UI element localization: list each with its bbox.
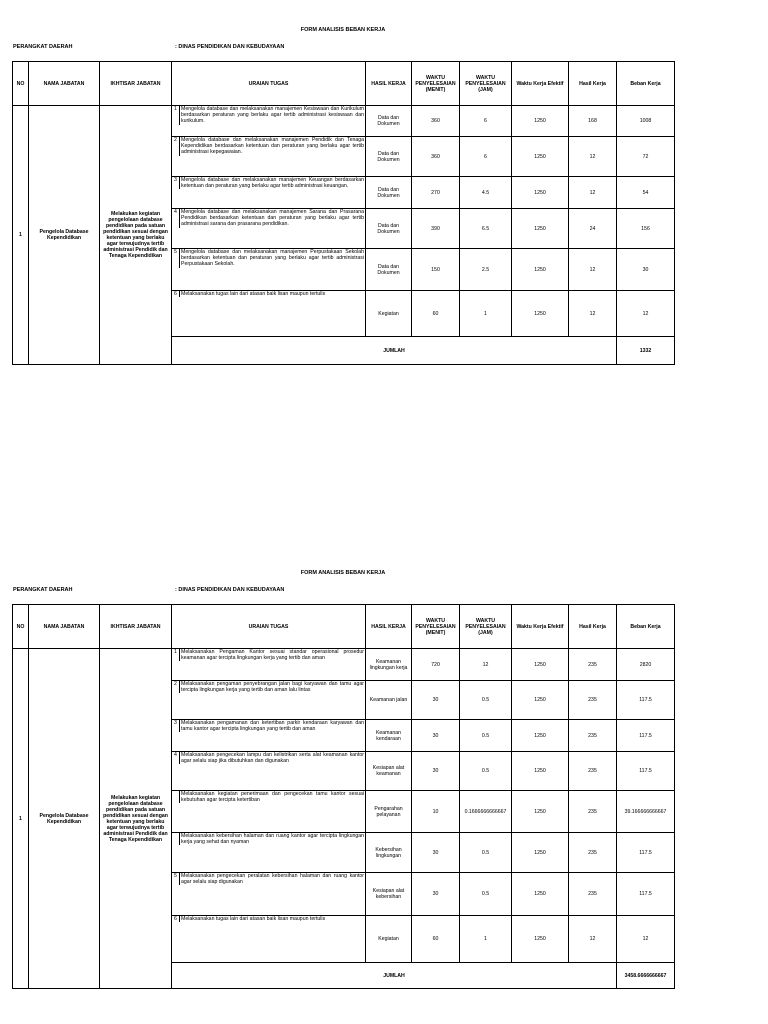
menit: 270 — [412, 177, 460, 209]
col-jam: WAKTU PENYELESAIAN (JAM) — [460, 605, 512, 649]
hasil-kerja-value: 235 — [569, 681, 617, 720]
analysis-table — [12, 604, 675, 989]
perangkat-daerah-value: : DINAS PENDIDIKAN DAN KEBUDAYAAN — [175, 587, 285, 593]
uraian-tugas — [172, 177, 366, 209]
hasil-kerja-value: 12 — [569, 137, 617, 177]
task-text: Melaksanakan pengecekan peralatan kebersihan halaman dan ruang kantor agar selalu siap digunakan — [181, 873, 364, 886]
task-text: Melaksanakan pengaman penyebrangan jalan bagi karyawan dan tamu agar tercipta lingkungan kerja yang tertib dan aman lalu lintas — [181, 681, 364, 694]
hasil-kerja: Kebersihan lingkungan — [366, 833, 412, 873]
beban-kerja: 117.5 — [617, 681, 675, 720]
menit: 60 — [412, 291, 460, 337]
col-jam: WAKTU PENYELESAIAN (JAM) — [460, 62, 512, 106]
hasil-kerja: Kegiatan — [366, 291, 412, 337]
efektif: 1250 — [512, 791, 569, 833]
jam: 1 — [460, 291, 512, 337]
task-text: Melaksanakan pengecekan lampu dan kelistrikan serta alat keamanan kantor agar selalu siap jika dibutuhkan dan digunakan — [181, 752, 364, 765]
beban-kerja: 54 — [617, 177, 675, 209]
jam: 6 — [460, 137, 512, 177]
task-text: Mengelola database dan melaksanakan manajemen Sarana dan Prasarana Pendidikan berdasarkan ketentuan dan peraturan yang berlaku agar tertib administrasi sarana dan prasarana pendidikan. — [181, 209, 364, 228]
task-number — [172, 791, 180, 803]
col-uraian: URAIAN TUGAS — [172, 62, 366, 106]
efektif: 1250 — [512, 177, 569, 209]
menit: 30 — [412, 873, 460, 916]
hasil-kerja: Kegiatan — [366, 916, 412, 963]
col-no: NO — [13, 605, 29, 649]
efektif: 1250 — [512, 833, 569, 873]
task-number: 5 — [172, 249, 180, 268]
jam: 0.5 — [460, 681, 512, 720]
efektif: 1250 — [512, 916, 569, 963]
row-no: 1 — [13, 106, 29, 365]
beban-kerja: 117.5 — [617, 833, 675, 873]
beban-kerja: 117.5 — [617, 752, 675, 791]
task-number: 1 — [172, 649, 180, 661]
col-beban: Beban Kerja — [617, 62, 675, 106]
uraian-tugas — [172, 752, 366, 791]
col-nama-jabatan: NAMA JABATAN — [29, 62, 100, 106]
uraian-tugas — [172, 137, 366, 177]
beban-kerja: 117.5 — [617, 873, 675, 916]
task-text: Melaksanakan Pengaman Kantor sesuai standar operasional prosedur keamanan agar tercipta lingkungan kerja yang tertib dan aman — [181, 649, 364, 662]
perangkat-daerah-value: : DINAS PENDIDIKAN DAN KEBUDAYAAN — [175, 44, 285, 50]
task-number — [172, 833, 180, 845]
uraian-tugas — [172, 791, 366, 833]
task-text: Melaksanakan tugas lain dari atasan baik lisan maupun tertulis — [181, 916, 326, 922]
ikhtisar-jabatan: Melakukan kegiatan pengelolaan database pendidikan pada satuan pendidikan sesuai dengan ketentuan yang berlaku agar terwujudnya tertib administrasi Pendidik dan Tenaga Kependidikan — [100, 106, 172, 365]
hasil-kerja: Keamanan kendaraan — [366, 720, 412, 752]
task-number: 3 — [172, 177, 180, 189]
hasil-kerja-value: 235 — [569, 873, 617, 916]
col-efektif: Waktu Kerja Efektif — [512, 62, 569, 106]
col-hasil-kerja-2: Hasil Kerja — [569, 62, 617, 106]
menit: 30 — [412, 720, 460, 752]
jam: 0.5 — [460, 720, 512, 752]
efektif: 1250 — [512, 106, 569, 137]
hasil-kerja-value: 12 — [569, 916, 617, 963]
uraian-tugas — [172, 833, 366, 873]
beban-kerja: 12 — [617, 291, 675, 337]
hasil-kerja-value: 235 — [569, 752, 617, 791]
hasil-kerja: Data dan Dokumen — [366, 209, 412, 249]
task-number: 1 — [172, 106, 180, 125]
table-row — [13, 106, 675, 137]
hasil-kerja: Kesiapan alat keamanan — [366, 752, 412, 791]
menit: 60 — [412, 916, 460, 963]
jam: 0.5 — [460, 833, 512, 873]
task-number: 2 — [172, 681, 180, 693]
efektif: 1250 — [512, 649, 569, 681]
task-number: 2 — [172, 137, 180, 156]
efektif: 1250 — [512, 720, 569, 752]
uraian-tugas — [172, 291, 366, 337]
col-hasil-kerja: HASIL KERJA — [366, 605, 412, 649]
jumlah-value: 3458.6666666667 — [617, 963, 675, 989]
menit: 10 — [412, 791, 460, 833]
col-ikhtisar: IKHTISAR JABATAN — [100, 62, 172, 106]
uraian-tugas — [172, 209, 366, 249]
hasil-kerja-value: 235 — [569, 833, 617, 873]
nama-jabatan: Pengelola Database Kependidikan — [29, 106, 100, 365]
col-no: NO — [13, 62, 29, 106]
beban-kerja: 156 — [617, 209, 675, 249]
col-hasil-kerja: HASIL KERJA — [366, 62, 412, 106]
menit: 390 — [412, 209, 460, 249]
uraian-tugas — [172, 681, 366, 720]
task-text: Melaksanakan pengamanan dan ketertiban parkir kendaraan karyawan dan tamu kantor agar tercipta lingkungan yang tertib dan aman — [181, 720, 364, 733]
efektif: 1250 — [512, 291, 569, 337]
hasil-kerja-value: 235 — [569, 791, 617, 833]
menit: 720 — [412, 649, 460, 681]
task-text: Melaksanakan kebersihan halaman dan ruang kantor agar tercipta lingkungan kerja yang sehat dan nyaman — [181, 833, 364, 846]
beban-kerja: 12 — [617, 916, 675, 963]
menit: 30 — [412, 833, 460, 873]
jumlah-label: JUMLAH — [172, 963, 617, 989]
jam: 12 — [460, 649, 512, 681]
task-number: 6 — [172, 916, 180, 922]
uraian-tugas — [172, 916, 366, 963]
task-number: 3 — [172, 720, 180, 732]
menit: 150 — [412, 249, 460, 291]
nama-jabatan: Pengelola Database Kependidikan — [29, 649, 100, 989]
hasil-kerja: Data dan Dokumen — [366, 177, 412, 209]
task-number: 4 — [172, 752, 180, 764]
col-beban: Beban Kerja — [617, 605, 675, 649]
hasil-kerja-value: 12 — [569, 177, 617, 209]
beban-kerja: 1008 — [617, 106, 675, 137]
efektif: 1250 — [512, 752, 569, 791]
hasil-kerja: Keamanan lingkungan kerja — [366, 649, 412, 681]
hasil-kerja: Keamanan jalan — [366, 681, 412, 720]
ikhtisar-jabatan: Melakukan kegiatan pengelolaan database pendidikan pada satuan pendidikan sesuai dengan ketentuan yang berlaku agar terwujudnya tertib administrasi Pendidik dan Tenaga Kependidikan — [100, 649, 172, 989]
jam: 6.5 — [460, 209, 512, 249]
uraian-tugas — [172, 106, 366, 137]
perangkat-daerah-label: PERANGKAT DAERAH — [13, 44, 73, 50]
task-text: Mengelola database dan melaksanakan manajemen Keuangan berdasarkan ketentuan dan peraturan yang berlaku agar tertib administrasi keuangan. — [181, 177, 364, 190]
menit: 360 — [412, 106, 460, 137]
hasil-kerja: Data dan Dokumen — [366, 249, 412, 291]
col-menit: WAKTU PENYELESAIAN (MENIT) — [412, 605, 460, 649]
form-title: FORM ANALISIS BEBAN KERJA — [300, 27, 386, 33]
beban-kerja: 72 — [617, 137, 675, 177]
uraian-tugas — [172, 873, 366, 916]
efektif: 1250 — [512, 209, 569, 249]
col-uraian: URAIAN TUGAS — [172, 605, 366, 649]
perangkat-daerah-label: PERANGKAT DAERAH — [13, 587, 73, 593]
jam: 0.1666666666667 — [460, 791, 512, 833]
col-efektif: Waktu Kerja Efektif — [512, 605, 569, 649]
analysis-table — [12, 61, 675, 365]
uraian-tugas — [172, 649, 366, 681]
hasil-kerja: Kesiapan alat kebersihan — [366, 873, 412, 916]
efektif: 1250 — [512, 137, 569, 177]
task-text: Mengelola database dan melaksanakan manajemen Pendidik dan Tenaga Kependidikan berdasarkan ketentuan dan peraturan yang berlaku agar tertib administrasi kepegawaian. — [181, 137, 364, 156]
jam: 2.5 — [460, 249, 512, 291]
hasil-kerja-value: 235 — [569, 720, 617, 752]
hasil-kerja-value: 24 — [569, 209, 617, 249]
hasil-kerja: Data dan Dokumen — [366, 137, 412, 177]
form-title: FORM ANALISIS BEBAN KERJA — [300, 570, 386, 576]
hasil-kerja-value: 12 — [569, 291, 617, 337]
task-text: Mengelola database dan melaksanakan manajemen Kesiswaan dan Kurikulum berdasarkan peraturan yang berlaku agar tertib administrasi kesiswaan dan kurikulum. — [181, 106, 364, 125]
row-no: 1 — [13, 649, 29, 989]
jam: 0.5 — [460, 873, 512, 916]
col-menit: WAKTU PENYELESAIAN (MENIT) — [412, 62, 460, 106]
efektif: 1250 — [512, 873, 569, 916]
hasil-kerja: Data dan Dokumen — [366, 106, 412, 137]
menit: 30 — [412, 681, 460, 720]
jam: 0.5 — [460, 752, 512, 791]
hasil-kerja: Pengarahan pelayanan — [366, 791, 412, 833]
hasil-kerja-value: 235 — [569, 649, 617, 681]
efektif: 1250 — [512, 681, 569, 720]
col-hasil-kerja-2: Hasil Kerja — [569, 605, 617, 649]
menit: 30 — [412, 752, 460, 791]
col-nama-jabatan: NAMA JABATAN — [29, 605, 100, 649]
table-row — [13, 649, 675, 681]
task-number: 5 — [172, 873, 180, 885]
jam: 6 — [460, 106, 512, 137]
hasil-kerja-value: 12 — [569, 249, 617, 291]
task-text: Melaksanakan tugas lain dari atasan baik lisan maupun tertulis — [181, 291, 326, 297]
uraian-tugas — [172, 249, 366, 291]
task-text: Melaksanakan kegiatan penerimaan dan pengecekan tamu kantor sesuai kebutuhan agar tercipta ketertiban — [181, 791, 364, 804]
jam: 4.5 — [460, 177, 512, 209]
task-number: 6 — [172, 291, 180, 297]
task-number: 4 — [172, 209, 180, 228]
jumlah-value: 1332 — [617, 337, 675, 365]
efektif: 1250 — [512, 249, 569, 291]
jumlah-label: JUMLAH — [172, 337, 617, 365]
uraian-tugas — [172, 720, 366, 752]
menit: 360 — [412, 137, 460, 177]
task-text: Mengelola database dan melaksanakan manajemen Perpustakaan Sekolah berdasarkan ketentuan dan peraturan yang berlaku agar tertib administrasi Perpustakaan Sekolah. — [181, 249, 364, 268]
beban-kerja: 2820 — [617, 649, 675, 681]
beban-kerja: 30 — [617, 249, 675, 291]
beban-kerja: 117.5 — [617, 720, 675, 752]
col-ikhtisar: IKHTISAR JABATAN — [100, 605, 172, 649]
hasil-kerja-value: 168 — [569, 106, 617, 137]
beban-kerja: 39.166666666667 — [617, 791, 675, 833]
jam: 1 — [460, 916, 512, 963]
